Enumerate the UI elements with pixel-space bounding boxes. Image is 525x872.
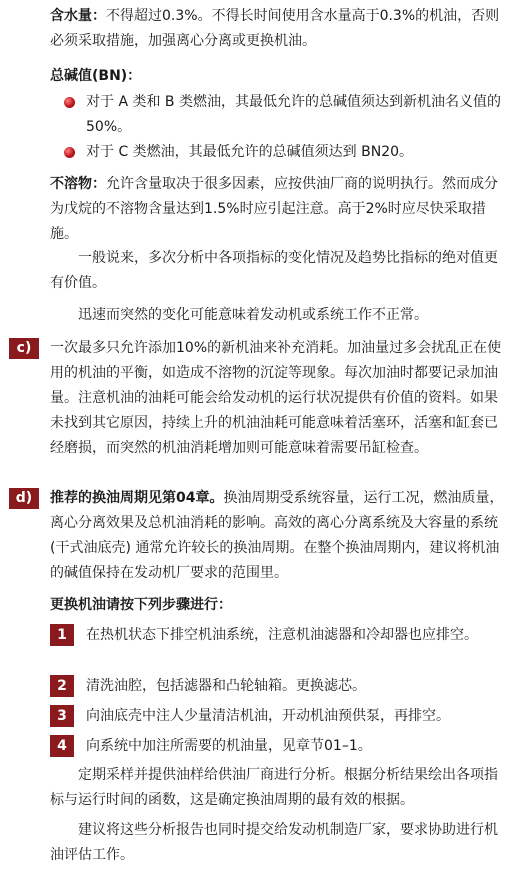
steps-heading: 更换机油请按下列步骤进行： bbox=[50, 597, 232, 613]
section-c-tag: c) bbox=[9, 338, 39, 359]
step-number-badge: 3 bbox=[50, 705, 74, 727]
general-paragraph: 一般说来，多次分析中各项指标的变化情况及趋势比指标的绝对值更有价值。 bbox=[50, 250, 498, 291]
insoluble-text: 允许含量取决于很多因素，应按供油厂商的说明执行。然而成分为戊烷的不溶物含量达到1.5%时应引起注意。高于2%时应尽快采取措施。 bbox=[50, 176, 498, 242]
sudden-change-paragraph: 迅速而突然的变化可能意味着发动机或系统工作不正常。 bbox=[78, 307, 428, 323]
red-bullet-icon bbox=[64, 147, 75, 158]
step-number-badge: 1 bbox=[50, 624, 74, 646]
section-d-text: 换油周期受系统容量，运行工况，燃油质量，离心分离效果及总机油消耗的影响。高效的离心分离系统及大容量的系统(干式油底壳) 通常允许较长的换油周期。在整个换油周期内，建议将机油的碱值保持在发动机厂要求的范围里。 bbox=[50, 490, 504, 581]
bn-heading: 总碱值(BN)： bbox=[50, 68, 142, 84]
report-paragraph: 建议将这些分析报告也同时提交给发动机制造厂家，要求协助进行机油评估工作。 bbox=[50, 822, 498, 863]
section-d-lead: 推荐的换油周期见第04章。 bbox=[50, 490, 224, 506]
section-c-paragraph: 一次最多只允许添加10%的新机油来补充消耗。加油量过多会扰乱正在使用的机油的平衡，如造成不溶物的沉淀等现象。每次加油时都要记录加油量。注意机油的油耗可能会给发动机的运行状况提供有价值的资料。如果未找到其它原因，持续上升的机油油耗可能意味着活塞环，活塞和缸套已经磨损，而突然的机油消耗增加则可能意味着需要吊缸检查。 bbox=[50, 340, 502, 456]
step-number-badge: 2 bbox=[50, 675, 74, 697]
section-d-paragraph bbox=[50, 486, 505, 586]
water-content-paragraph bbox=[50, 4, 505, 54]
insoluble-paragraph bbox=[50, 172, 505, 247]
step-number-badge: 4 bbox=[50, 735, 74, 757]
step-text: 在热机状态下排空机油系统，注意机油滤器和冷却器也应排空。 bbox=[86, 627, 478, 643]
sampling-paragraph: 定期采样并提供油样给供油厂商进行分析。根据分析结果绘出各项指标与运行时间的函数，这是确定换油周期的最有效的根据。 bbox=[50, 767, 498, 808]
bn-bullet-text: 对于 C 类燃油，其最低允许的总碱值须达到 BN20。 bbox=[86, 144, 414, 160]
step-text: 向油底壳中注人少量清洁机油，开动机油预供泵，再排空。 bbox=[86, 708, 450, 724]
water-content-label: 含水量： bbox=[50, 8, 106, 24]
step-text: 向系统中加注所需要的机油量，见章节01–1。 bbox=[86, 738, 372, 754]
insoluble-label: 不溶物： bbox=[50, 176, 106, 192]
bn-bullet-item bbox=[86, 90, 506, 140]
red-bullet-icon bbox=[64, 97, 75, 108]
bn-bullet-item bbox=[86, 140, 506, 165]
step-text: 清洗油腔，包括滤器和凸轮轴箱。更换滤芯。 bbox=[86, 678, 366, 694]
bn-bullet-text: 对于 A 类和 B 类燃油，其最低允许的总碱值须达到新机油名义值的 50%。 bbox=[86, 94, 501, 135]
water-content-text: 不得超过0.3%。不得长时间使用含水量高于0.3%的机油，否则必须采取措施，加强离心分离或更换机油。 bbox=[50, 8, 500, 49]
section-d-tag: d) bbox=[9, 488, 39, 509]
